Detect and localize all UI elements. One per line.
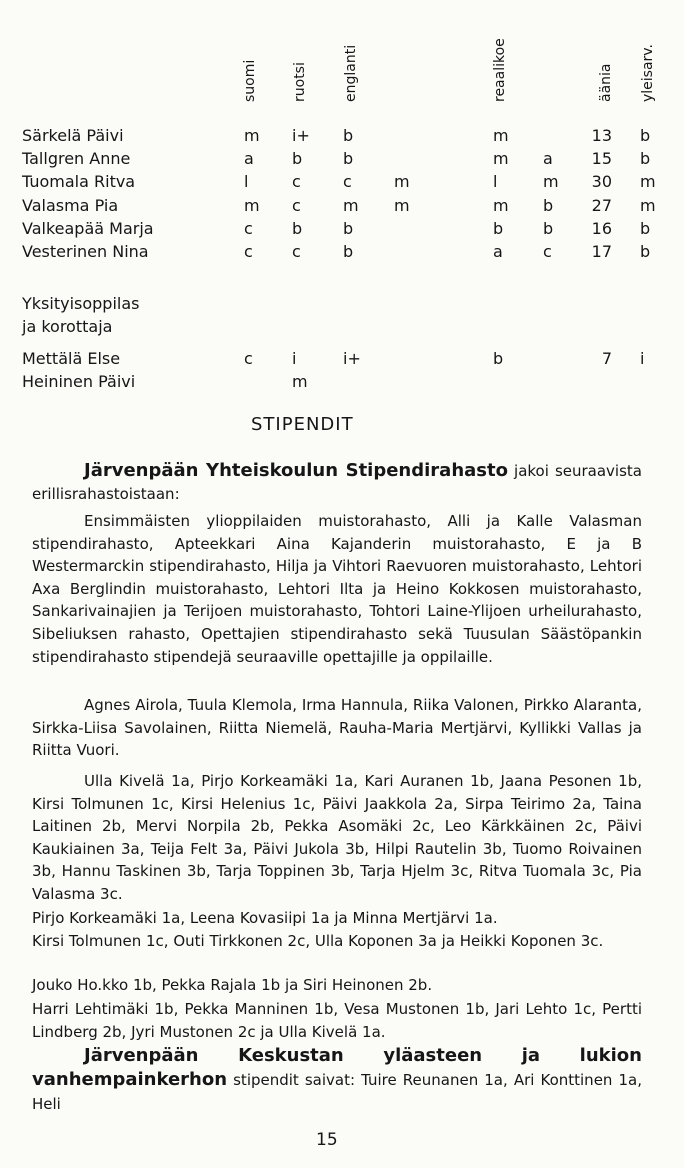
row-grade: i+ [292,126,310,145]
paragraph-students-2 [32,907,642,930]
paragraph-students-3 [32,930,642,953]
header-reaalikoe: reaalikoe [492,38,508,102]
row-grade: m [343,195,359,215]
private-heading-1: Yksityisoppilas [22,294,140,313]
row-grade: 16 [591,218,612,238]
header-ruotsi: ruotsi [292,62,308,102]
header-englanti: englanti [343,44,359,102]
row-grade: b [343,149,354,169]
row-grade: a [543,149,553,169]
private-heading-2: ja korottaja [22,317,113,336]
section-title: STIPENDIT [251,414,354,435]
row-grade: b [640,242,651,261]
row-grade: m [394,172,410,192]
row-grade: m [640,172,656,192]
paragraph-teachers [32,694,642,762]
paragraph-parents-club [32,1044,642,1116]
funds-list-text: Ensimmäisten ylioppilaiden muistorahasto, Alli ja Kalle Valasman stipendirahasto, Apteekkari Aina Kajanderin muistorahasto, E ja B Westermarckin stipendirahasto, Hilja ja Vihtori Raevuoren muistorahasto, Lehtori Axa Berglindin muistorahasto, Lehtori Ilta ja Heino Kokkosen muistorahasto, Sankarivainajien ja Terijoen muistorahasto, Tohtori Laine-Ylijoen urheilurahasto, Sibeliuksen rahasto, Opettajien stipendirahasto sekä Tuusulan Säästöpankin stipendirahasto stipendejä seuraaville opettajille ja oppilaille. [32,512,642,666]
row-grade: b [292,149,303,169]
students-1-text: Ulla Kivelä 1a, Pirjo Korkeamäki 1a, Kari Auranen 1b, Jaana Pesonen 1b, Kirsi Tolmunen 1c, Kirsi Helenius 1c, Päivi Jaakkola 2a, Sirpa Teirimo 2a, Taina Laitinen 2b, Mervi Norpila 2b, Pekka Asomäki 2c, Leo Kärkkäinen 2c, Päivi Kaukiainen 3a, Teija Felt 3a, Päivi Jukola 3b, Hilpi Rautelin 3b, Tuomo Roivainen 3b, Hannu Taskinen 3b, Tarja Toppinen 3b, Tarja Hjelm 3c, Ritva Tuomala 3c, Pia Valasma 3c. [32,772,642,903]
paragraph-students-5 [32,998,642,1043]
row-name: Vesterinen Nina [22,242,149,261]
row-grade: b [343,218,354,238]
row-grade: c [292,195,301,215]
row-grade: a [493,242,503,261]
row-grade: b [343,242,354,261]
students-3-text: Kirsi Tolmunen 1c, Outi Tirkkonen 2c, Ulla Koponen 3a ja Heikki Koponen 3c. [32,932,604,950]
row-grade: m [244,195,260,215]
row-grade: a [244,149,254,169]
row-grade: c [292,242,301,261]
row-grade: 17 [591,242,612,261]
page-number: 15 [316,1130,338,1150]
header-yleisarv: yleisarv. [640,44,656,102]
row-grade: c [543,242,552,261]
row-grade: b [292,218,303,238]
private-row-name: Heininen Päivi [22,372,136,391]
row-grade: m [244,126,260,145]
parents-club-text: stipendit saivat: Tuire Reunanen 1a, Ari Konttinen 1a, Heli [32,1071,642,1113]
row-grade: b [543,195,554,215]
row-grade: m [493,195,509,215]
row-name: Valkeapää Marja [22,218,154,238]
row-grade: m [543,172,559,192]
paragraph-fund-intro [32,460,642,505]
row-grade: 27 [591,195,612,215]
row-grade: m [493,126,509,145]
row-grade: m [640,195,656,215]
row-grade: c [244,242,253,261]
row-grade: 13 [591,126,612,145]
row-name: Tuomala Ritva [22,172,136,192]
row-grade: 30 [591,172,612,192]
fund-intro-text: jakoi seuraavista erillisrahastoistaan: [32,462,642,503]
row-grade: b [640,218,651,238]
private-row-grade: c [244,349,253,368]
row-grade: 15 [591,149,612,169]
fund-name: Järvenpään Yhteiskoulun Stipendirahasto [84,460,508,481]
row-grade: c [292,172,301,192]
students-2-text: Pirjo Korkeamäki 1a, Leena Kovasiipi 1a ja Minna Mertjärvi 1a. [32,909,498,927]
header-aania: äänia [598,63,614,102]
row-grade: b [640,149,651,169]
private-row-name: Mettälä Else [22,349,121,368]
private-row-grade: i+ [343,349,361,368]
row-grade: m [394,195,410,215]
private-row-grade: i [640,349,645,368]
students-5-text: Harri Lehtimäki 1b, Pekka Manninen 1b, Vesa Mustonen 1b, Jari Lehto 1c, Pertti Lindberg 2b, Jyri Mustonen 2c ja Ulla Kivelä 1a. [32,1000,642,1041]
paragraph-funds-list [32,510,642,668]
row-grade: b [493,218,504,238]
row-name: Särkelä Päivi [22,126,124,145]
row-grade: c [244,218,253,238]
row-name: Valasma Pia [22,195,119,215]
header-suomi: suomi [242,59,258,102]
row-grade: b [543,218,554,238]
teachers-text: Agnes Airola, Tuula Klemola, Irma Hannula, Riika Valonen, Pirkko Alaranta, Sirkka-Liisa Savolainen, Riitta Niemelä, Rauha-Maria Mertjärvi, Kyllikki Vallas ja Riitta Vuori. [32,696,642,760]
private-row-grade: m [292,372,308,391]
students-4-text: Jouko Ho.kko 1b, Pekka Rajala 1b ja Siri Heinonen 2b. [32,976,433,994]
row-grade: b [343,126,354,145]
row-grade: l [493,172,498,192]
row-grade: l [244,172,249,192]
row-grade: m [493,149,509,169]
paragraph-students-4 [32,974,642,997]
parents-club-name: Järvenpään Keskustan yläasteen ja lukion vanhempainkerhon [32,1045,642,1090]
row-grade: c [343,172,352,192]
private-row-grade: 7 [601,349,612,368]
private-row-grade: b [493,349,504,368]
paragraph-students-1 [32,770,642,906]
private-row-grade: i [292,349,297,368]
row-grade: b [640,126,651,145]
row-name: Tallgren Anne [22,149,131,169]
